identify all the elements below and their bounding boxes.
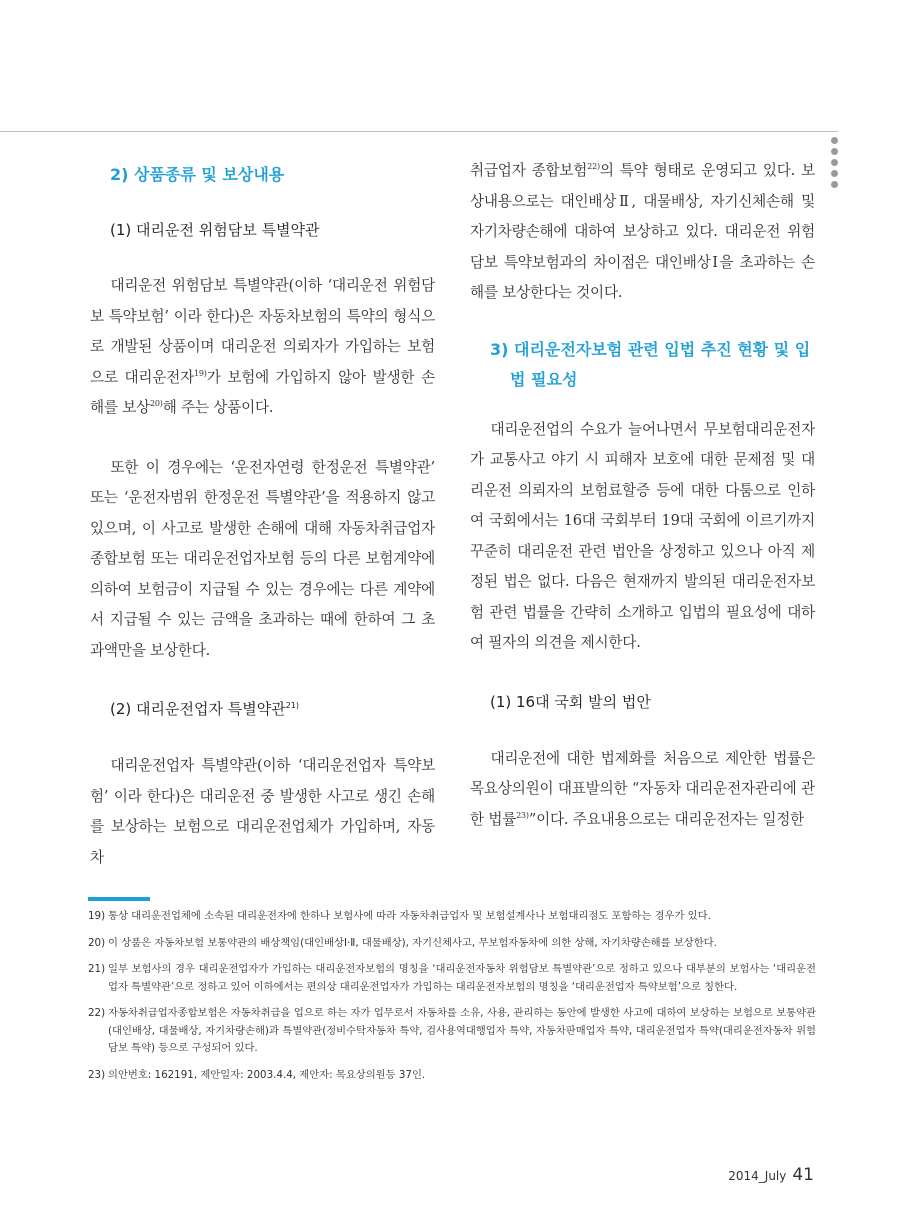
footnote-ref-22[interactable]: 22) (587, 162, 600, 172)
section-heading-2: 2) 상품종류 및 보상내용 (110, 165, 285, 184)
subheading-2: (2) 대리운전업자 특별약관$^{21)}$ (110, 700, 299, 718)
footnote-21: 21) 일부 보험사의 경우 대리운전업자가 가입하는 대리운전자보험의 명칭을 ‘대리운전자동차 위험담보 특별약관’으로 정하고 있으나 대부분의 보험사는 ‘대리운전업자 특별약관’으로 정하고 있어 이하에서는 편의상 대리운전업자가 가입하는 대리운전자보험의 명칭을 ‘대리운전업자 특약보험’으로 칭한다. (88, 963, 816, 993)
subheading-1: (1) 대리운전 위험담보 특별약관 (110, 221, 320, 239)
footnote-23: 23) 의안번호: 162191, 제안일자: 2003.4.4, 제안자: 목요상의원등 37인. (88, 1068, 426, 1081)
section-heading-3: 3) 대리운전자보험 관련 입법 추진 현황 및 입법 필요성 (490, 339, 811, 389)
left-column (90, 160, 435, 873)
paragraph-4: 취급업자 종합보험$^{22)}$의 특약 형태로 운영되고 있다. 보상내용으로는 대인배상Ⅱ, 대물배상, 자기신체손해 및 자기차량손해에 대하여 보상하고 있다. 대리운전 위험담보 특약보험과의 차이점은 대인배상Ⅰ을 초과하는 손해를 보상한다는 것이다. (470, 162, 815, 301)
paragraph-1: 대리운전 위험담보 특별약관(이하 ‘대리운전 위험담보 특약보험’ 이라 한다)은 자동차보험의 특약의 형식으로 개발된 상품이며 대리운전 의뢰자가 가입하는 보험으로 대리운전자$^{19)}$가 보험에 가입하지 않아 발생한 손해를 보상$^{20)}$해 주는 상품이다. (90, 277, 435, 416)
footnote-22: 22) 자동차취급업자종합보험은 자동차취급을 업으로 하는 자가 업무로서 자동차를 소유, 사용, 관리하는 동안에 발생한 사고에 대하여 보상하는 보험으로 보통약관(대인배상, 대물배상, 자기차량손해)과 특별약관(정비수탁자동차 특약, 검사용역대행업자 특약, 자동차판매업자 특약, 대리운전업자 특약(대리운전자동차 위험담보 특약) 등으로 구성되어 있다. (88, 1007, 816, 1054)
footnotes (88, 908, 816, 1093)
paragraph-6: 대리운전에 대한 법제화를 처음으로 제안한 법률은 목요상의원이 대표발의한 “자동차 대리운전자관리에 관한 법률$^{23)}$”이다. 주요내용으로는 대리운전자는 일정한 (470, 749, 815, 828)
footnote-ref-20[interactable]: 20) (150, 399, 163, 409)
footnote-19: 19) 통상 대리운전업체에 소속된 대리운전자에 한하나 보험사에 따라 자동차취급업자 및 보험설계사나 보험대리점도 포함하는 경우가 있다. (88, 910, 711, 922)
footnote-rule (88, 897, 150, 901)
page-footer (728, 1165, 814, 1185)
paragraph-3: 대리운전업자 특별약관(이하 ‘대리운전업자 특약보험’ 이라 한다)은 대리운전 중 발생한 사고로 생긴 손해를 보상하는 보험으로 대리운전업체가 가입하며, 자동차 (90, 757, 435, 866)
footnote-ref-21[interactable]: 21) (285, 701, 299, 710)
header-rule (0, 131, 838, 132)
footnote-20: 20) 이 상품은 자동차보험 보통약관의 배상책임(대인배상Ⅰ·Ⅱ, 대물배상), 자기신체사고, 무보험자동차에 의한 상해, 자기차량손해를 보상한다. (88, 936, 717, 949)
paragraph-2: 또한 이 경우에는 ‘운전자연령 한정운전 특별약관’ 또는 ‘운전자범위 한정운전 특별약관’을 적용하지 않고 있으며, 이 사고로 발생한 손해에 대해 자동차취급업자 종합보험 또는 대리운전업자보험 등의 다른 보험계약에 의하여 보험금이 지급될 수 있는 경우에는 다른 계약에서 지급될 수 있는 금액을 초과하는 때에 한하여 그 초과액만을 보상한다. (90, 458, 435, 659)
issue-label: 2014_July (728, 1169, 787, 1183)
page-number: 41 (792, 1165, 814, 1185)
decorative-dots (831, 137, 839, 192)
footnote-ref-23[interactable]: 23) (516, 810, 529, 820)
right-column (470, 160, 815, 835)
footnote-ref-19[interactable]: 19) (194, 368, 207, 378)
paragraph-5: 대리운전업의 수요가 늘어나면서 무보험대리운전자가 교통사고 야기 시 피해자 보호에 대한 문제점 및 대리운전 의뢰자의 보험료할증 등에 대한 다툼으로 인하여 국회에서는 16대 국회부터 19대 국회에 이르기까지 꾸준히 대리운전 관련 법안을 상정하고 있으나 아직 제정된 법은 없다. 다음은 현재까지 발의된 대리운전자보험 관련 법률을 간략히 소개하고 입법의 필요성에 대하여 필자의 의견을 제시한다. (470, 420, 815, 651)
subheading-3: (1) 16대 국회 발의 법안 (490, 692, 651, 711)
